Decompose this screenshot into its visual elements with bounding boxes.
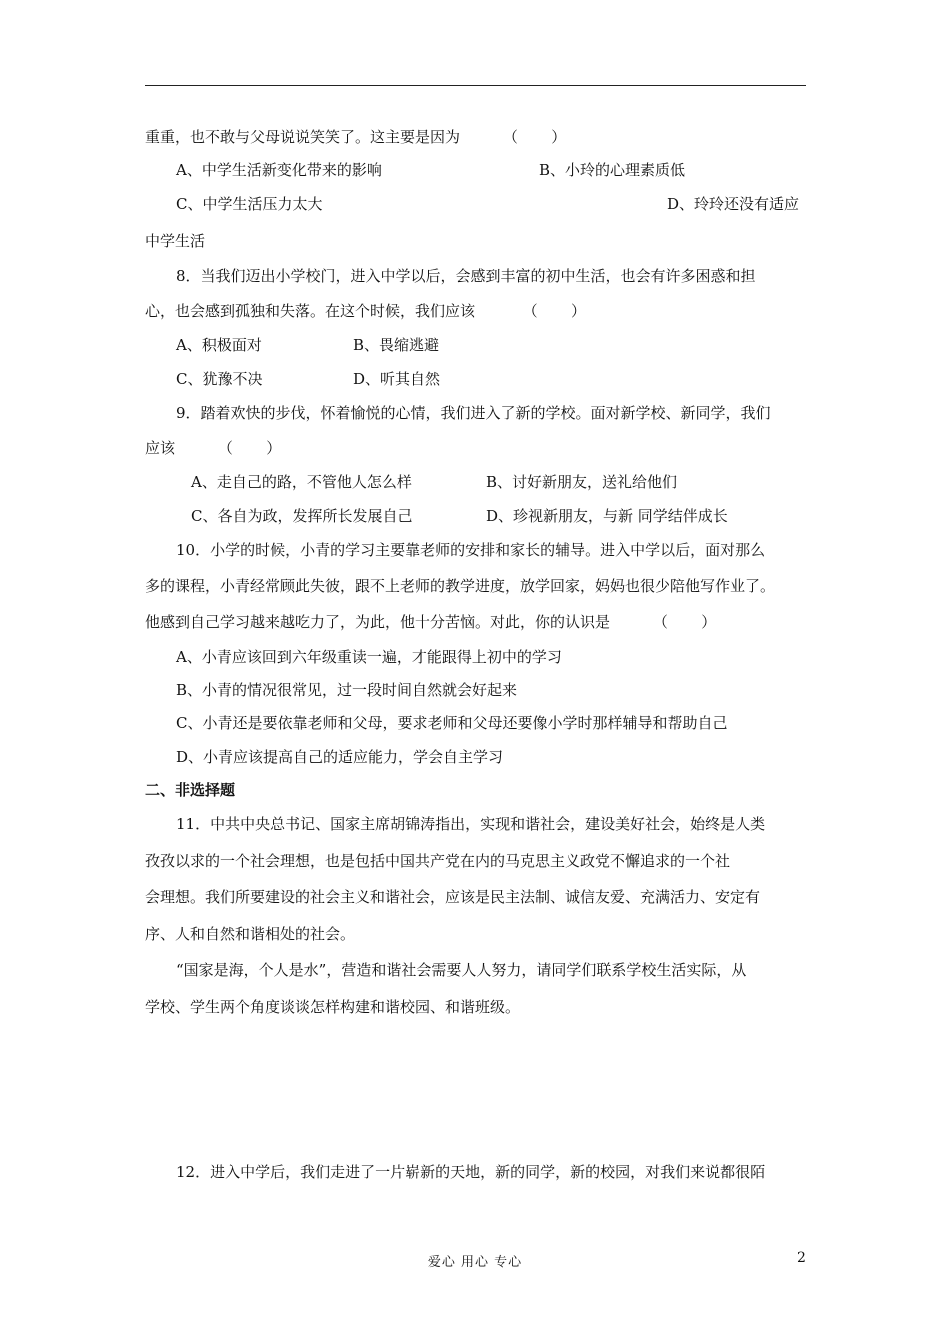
text-line: B、讨好新朋友，送礼给他们 [486, 473, 678, 491]
text-line: 重重，也不敢与父母说说笑笑了。这主要是因为 （ ） [145, 128, 567, 146]
text-line: B、畏缩逃避 [353, 336, 440, 354]
text-line: C、犹豫不决 [176, 370, 263, 388]
text-line: 会理想。我们所要建设的社会主义和谐社会，应该是民主法制、诚信友爱、充满活力、安定有 [145, 888, 761, 906]
text-line: 中学生活 [145, 232, 206, 250]
text-line: A、积极面对 [176, 336, 262, 354]
text-line: 应该 （ ） [145, 439, 282, 457]
text-line: 学校、学生两个角度谈谈怎样构建和谐校园、和谐班级。 [145, 998, 521, 1016]
text-line: A、小青应该回到六年级重读一遍，才能跟得上初中的学习 [176, 648, 562, 666]
text-line: A、中学生活新变化带来的影响 [176, 161, 382, 179]
text-line: “国家是海，个人是水”，营造和谐社会需要人人努力，请同学们联系学校生活实际，从 [176, 961, 747, 979]
text-line: 8．当我们迈出小学校门，进入中学以后，会感到丰富的初中生活，也会有许多困惑和担 [176, 267, 756, 285]
text-line: 9．踏着欢快的步伐，怀着愉悦的心情，我们进入了新的学校。面对新学校、新同学，我们 [176, 404, 771, 422]
text-line: D、小青应该提高自己的适应能力，学会自主学习 [176, 748, 504, 766]
page-footer: 爱心 用心 专心 [427, 1255, 523, 1270]
text-line: C、小青还是要依靠老师和父母，要求老师和父母还要像小学时那样辅导和帮助自己 [176, 714, 728, 732]
text-line: 孜孜以求的一个社会理想，也是包括中国共产党在内的马克思主义政党不懈追求的一个社 [145, 852, 731, 870]
text-line: 心，也会感到孤独和失落。在这个时候，我们应该 （ ） [145, 302, 587, 320]
text-line: B、小青的情况很常见，过一段时间自然就会好起来 [176, 681, 518, 699]
text-line: C、中学生活压力太大 [176, 195, 323, 213]
text-line: D、听其自然 [353, 370, 441, 388]
text-line: 他感到自己学习越来越吃力了，为此，他十分苦恼。对此，你的认识是 （ ） [145, 613, 717, 631]
text-line: 11．中共中央总书记、国家主席胡锦涛指出，实现和谐社会，建设美好社会，始终是人类 [176, 815, 766, 833]
page-number: 2 [797, 1250, 806, 1266]
header-rule [145, 85, 806, 86]
text-line: 10．小学的时候，小青的学习主要靠老师的安排和家长的辅导。进入中学以后，面对那么 [176, 541, 766, 559]
text-line: D、珍视新朋友，与新 同学结伴成长 [486, 507, 728, 525]
text-line: 序、人和自然和谐相处的社会。 [145, 925, 356, 943]
text-line: 多的课程，小青经常顾此失彼，跟不上老师的教学进度，放学回家，妈妈也很少陪他写作业了。 [145, 577, 776, 595]
text-line: B、小玲的心理素质低 [539, 161, 686, 179]
text-line: D、玲玲还没有适应 [667, 195, 800, 213]
text-line: A、走自己的路，不管他人怎么样 [191, 473, 412, 491]
text-line: C、各自为政，发挥所长发展自己 [191, 507, 413, 525]
text-line: 12．进入中学后，我们走进了一片崭新的天地，新的同学，新的校园，对我们来说都很陌 [176, 1163, 766, 1181]
section-heading: 二、非选择题 [145, 781, 236, 799]
